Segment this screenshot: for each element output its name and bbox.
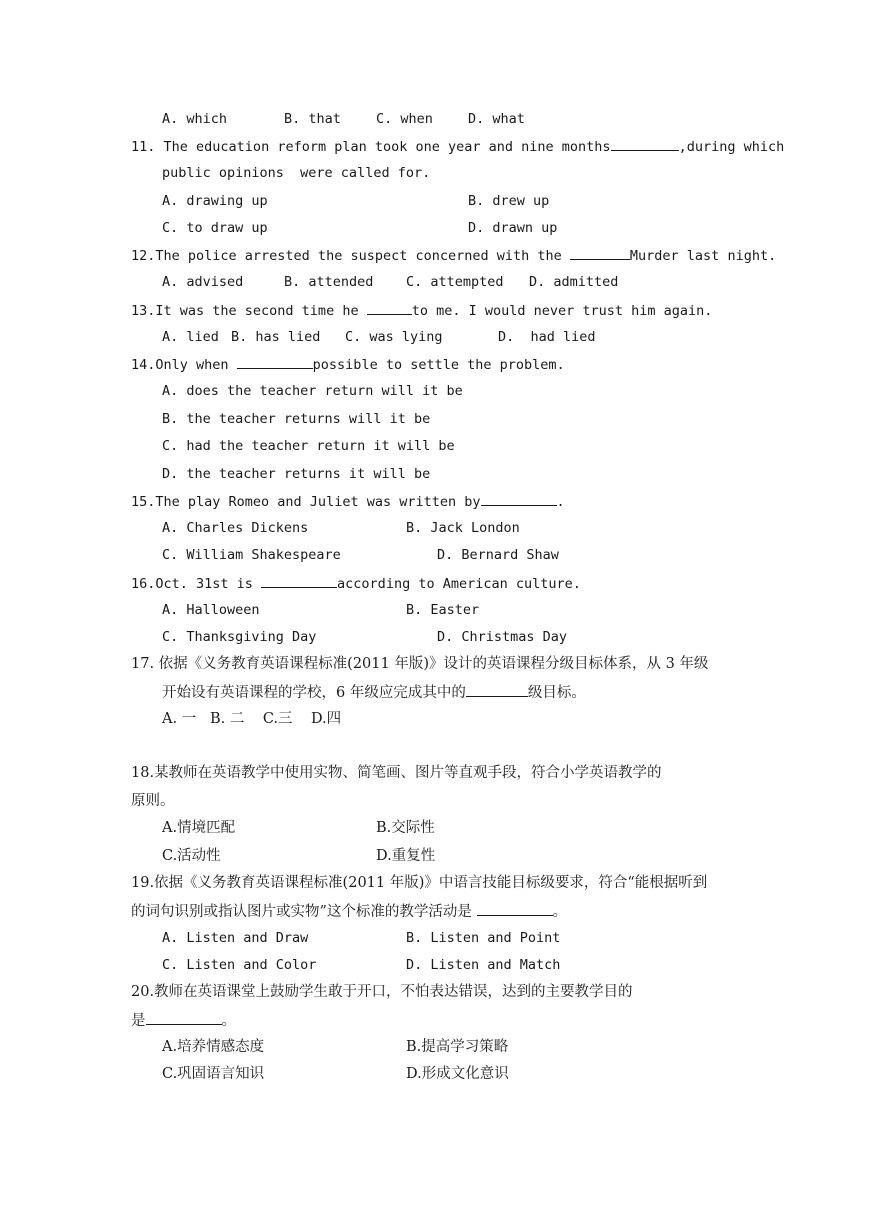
question-15-stem: 15.The play Romeo and Juliet was written by . xyxy=(131,491,565,512)
question-18-stem: 18.某教师在英语教学中使用实物、简笔画、图片等直观手段，符合小学英语教学的 xyxy=(131,765,662,781)
option-a: A. Charles Dickens xyxy=(162,520,309,536)
question-17-stem-line2: 开始设有英语课程的学校，6 年级应完成其中的 级目标。 xyxy=(162,682,586,703)
option-c: C.巩固语言知识 xyxy=(162,1066,265,1082)
option-b: B. drew up xyxy=(468,193,550,209)
question-11-stem: 11. The education reform plan took one year and nine months ,during which xyxy=(131,136,784,157)
question-19-stem-line2: 的词句识别或指认图片或实物”这个标准的教学活动是 。 xyxy=(131,901,567,922)
option-a: A. Halloween xyxy=(162,602,260,618)
option-b: B. Listen and Point xyxy=(406,930,561,946)
option-a: A.情境匹配 xyxy=(162,820,236,836)
answer-blank xyxy=(237,354,313,369)
option-d: D.重复性 xyxy=(376,848,436,864)
option-c: C. to draw up xyxy=(162,220,268,236)
option-d: D. the teacher returns it will be xyxy=(162,466,431,482)
option-d: D. admitted xyxy=(529,274,619,290)
option-a: A. which xyxy=(162,111,228,127)
option-c: C. when xyxy=(376,111,433,127)
option-b: B.交际性 xyxy=(376,820,435,836)
option-b: B.提高学习策略 xyxy=(406,1039,509,1055)
option-d: D. Listen and Match xyxy=(406,957,561,973)
option-a: A. advised xyxy=(162,274,244,290)
question-number: 11. xyxy=(131,139,156,155)
answer-blank xyxy=(261,573,337,588)
question-11-stem-line2: public opinions were called for. xyxy=(162,165,431,181)
question-18-stem-line2: 原则。 xyxy=(131,793,175,809)
option-a: A. lied xyxy=(162,329,219,345)
question-20-stem: 20.教师在英语课堂上鼓励学生敢于开口，不怕表达错误，达到的主要教学目的 xyxy=(131,984,633,1000)
question-14-stem: 14.Only when possible to settle the problem. xyxy=(131,354,565,375)
option-c: C. Thanksgiving Day xyxy=(162,629,317,645)
answer-blank xyxy=(466,682,528,697)
answer-blank xyxy=(570,245,630,260)
option-c: C. was lying xyxy=(345,329,443,345)
answer-blank xyxy=(611,136,679,151)
option-a: A. Listen and Draw xyxy=(162,930,309,946)
question-12-stem: 12.The police arrested the suspect concerned with the Murder last night. xyxy=(131,245,776,266)
option-d: D. Bernard Shaw xyxy=(437,547,559,563)
option-b: B. the teacher returns will it be xyxy=(162,411,431,427)
question-17-stem: 17. 依据《义务教育英语课程标准(2011 年版)》设计的英语课程分级目标体系，从 3 年级 xyxy=(131,656,709,672)
option-d: D. had lied xyxy=(498,329,596,345)
option-d: D.形成文化意识 xyxy=(406,1066,509,1082)
question-20-stem-line2: 是 。 xyxy=(131,1010,236,1031)
question-16-stem: 16.Oct. 31st is according to American culture. xyxy=(131,573,581,594)
option-c: C. William Shakespeare xyxy=(162,547,341,563)
option-b: B. Easter xyxy=(406,602,480,618)
option-b: B. that xyxy=(284,111,341,127)
option-b: B. has lied xyxy=(231,329,321,345)
option-c: C. attempted xyxy=(406,274,504,290)
option-d: D. drawn up xyxy=(468,220,558,236)
option-d: D. Christmas Day xyxy=(437,629,568,645)
option-a: A. drawing up xyxy=(162,193,268,209)
option-b: B. attended xyxy=(284,274,374,290)
question-13-stem: 13.It was the second time he to me. I would never trust him again. xyxy=(131,300,712,321)
option-d: D. what xyxy=(468,111,525,127)
option-c: C. had the teacher return it will be xyxy=(162,438,455,454)
answer-blank xyxy=(477,901,553,916)
question-17-options: A. 一 B. 二 C.三 D.四 xyxy=(162,711,342,727)
option-a: A. does the teacher return will it be xyxy=(162,383,463,399)
option-b: B. Jack London xyxy=(406,520,520,536)
option-a: A.培养情感态度 xyxy=(162,1039,265,1055)
option-c: C.活动性 xyxy=(162,848,221,864)
answer-blank xyxy=(367,300,412,315)
question-19-stem: 19.依据《义务教育英语课程标准(2011 年版)》中语言技能目标级要求，符合“能根据听到 xyxy=(131,875,708,891)
answer-blank xyxy=(146,1010,222,1025)
option-c: C. Listen and Color xyxy=(162,957,317,973)
answer-blank xyxy=(481,491,557,506)
